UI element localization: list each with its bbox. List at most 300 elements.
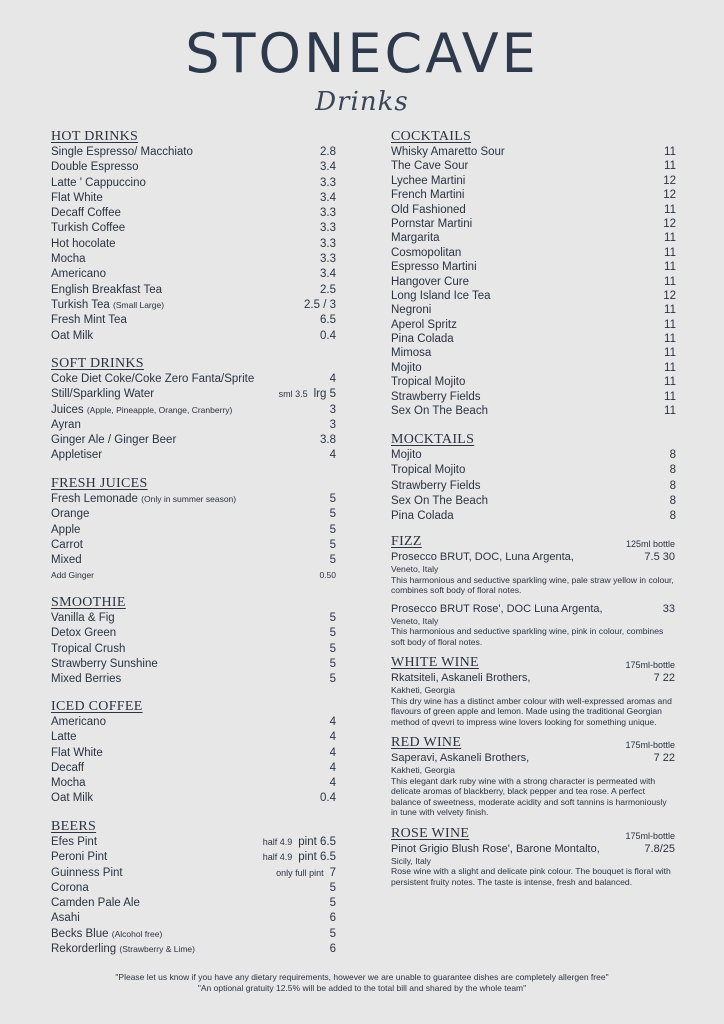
menu-item: [391, 203, 676, 217]
item-price: 3.4: [320, 161, 336, 174]
item-price-wrap: [664, 375, 676, 389]
section-heading: COCKTAILS: [391, 129, 472, 144]
item-name: Guinness Pint: [51, 866, 123, 879]
item-name: Negroni: [391, 304, 432, 317]
menu-item: [391, 463, 676, 478]
menu-item: [51, 387, 336, 402]
item-price: lrg 5: [313, 388, 336, 401]
item-name: Sex On The Beach: [391, 405, 488, 418]
item-name: Hot hocolate: [51, 237, 116, 250]
item-price: 6.5: [320, 314, 336, 327]
item-price: 11: [664, 275, 676, 288]
section-heading: BEERS: [51, 819, 97, 834]
item-price-wrap: [663, 174, 676, 188]
section-hot-drinks: [51, 129, 336, 344]
section-heading: MOCKTAILS: [391, 432, 475, 447]
item-name: Decaff Coffee: [51, 207, 121, 220]
menu-item: [51, 942, 336, 957]
item-price-wrap: [330, 553, 336, 568]
menu-item: [51, 746, 336, 761]
section-heading: HOT DRINKS: [51, 129, 139, 144]
item-name-wrap: [391, 275, 469, 289]
item-name: Juices: [51, 403, 84, 416]
item-name-wrap: [51, 176, 146, 191]
item-price: 8: [669, 510, 676, 523]
menu-item: [51, 206, 336, 221]
section-heading: SOFT DRINKS: [51, 356, 144, 371]
item-price-wrap: [330, 761, 336, 776]
item-price: 11: [664, 405, 676, 418]
item-name-wrap: [51, 761, 84, 776]
menu-item: [391, 494, 676, 509]
item-note: (Only in summer season): [141, 494, 237, 504]
wine-name-row: [391, 602, 675, 616]
item-name-wrap: [391, 260, 477, 274]
menu-item: [51, 538, 336, 553]
item-price-wrap: [320, 145, 336, 160]
wine-description: This harmonious and seductive sparkling wine, pale straw yellow in colour, combines soft body of floral notes.: [391, 574, 674, 595]
menu-item: [391, 448, 676, 463]
item-price: 11: [664, 376, 676, 389]
item-price-wrap: [276, 866, 336, 881]
item-price: 3.3: [320, 176, 336, 189]
menu-item: [391, 361, 676, 375]
item-name: Flat White: [51, 191, 103, 204]
item-price: 3: [329, 403, 336, 416]
item-price-wrap: [670, 463, 676, 478]
item-name: Strawberry Fields: [391, 390, 481, 403]
item-name: Mocha: [51, 253, 86, 266]
wine-origin: Veneto, Italy: [391, 564, 439, 574]
item-name-wrap: [51, 626, 116, 641]
item-price: 0.4: [320, 329, 336, 342]
wine-name: Rkatsiteli, Askaneli Brothers,: [391, 672, 531, 684]
wine-price: 7 22: [653, 672, 675, 684]
item-price-note: only full pint: [276, 867, 324, 878]
item-price: 5: [329, 538, 336, 551]
item-price: 5: [329, 881, 336, 894]
wine-description: This dry wine has a distinct amber colour with well-expressed aromas and flavours of green apple and lemon. Made using the traditional Georgian method of qvevri to impress wine lovers looking for something unique.: [391, 695, 672, 727]
menu-item: [391, 174, 676, 188]
wine-list: [391, 534, 675, 895]
item-price-wrap: [320, 176, 336, 191]
item-price-wrap: [664, 332, 676, 346]
wine-origin: Sicily, Italy: [391, 855, 431, 866]
item-name: Still/Sparkling Water: [51, 388, 155, 401]
item-price-wrap: [330, 730, 336, 745]
item-name-wrap: [51, 329, 93, 344]
item-price-wrap: [664, 159, 676, 173]
item-name-wrap: [51, 372, 254, 387]
item-name-wrap: [51, 387, 154, 402]
item-price-wrap: [320, 433, 336, 448]
item-name-wrap: [51, 507, 89, 522]
item-name: Americano: [51, 268, 106, 281]
item-name: Aperol Spritz: [391, 318, 457, 331]
item-name: Tropical Crush: [51, 642, 126, 655]
item-name-wrap: [391, 203, 466, 217]
item-name-wrap: [391, 159, 468, 173]
item-price: 3.3: [320, 207, 336, 220]
allergen-note: "Please let us know if you have any dietary requirements, however we are unable to guarantee dishes are completely allergen free": [115, 972, 609, 982]
item-price: 3.3: [320, 237, 336, 250]
menu-item: [51, 283, 336, 298]
item-name: Coke Diet Coke/Coke Zero Fanta/Sprite: [51, 373, 255, 385]
item-name: Efes Pint: [51, 836, 98, 848]
item-price: 2.5 / 3: [304, 298, 336, 311]
wine-price: 33: [662, 602, 675, 615]
item-name-wrap: [391, 217, 472, 231]
item-name-wrap: [391, 188, 465, 202]
menu-item: [51, 835, 336, 850]
item-name: French Martini: [391, 189, 465, 202]
wine-name-row: [391, 550, 675, 564]
item-price: 4: [329, 716, 336, 728]
item-price-wrap: [330, 927, 336, 942]
section-heading: ICED COFFEE: [51, 699, 143, 714]
item-price: 11: [664, 261, 676, 274]
item-price: 3: [329, 418, 336, 431]
item-name: Strawberry Sunshine: [51, 657, 158, 670]
item-price-wrap: [319, 568, 336, 583]
item-name-wrap: [51, 252, 86, 267]
item-name-wrap: [391, 303, 431, 317]
item-name-wrap: [51, 715, 106, 730]
item-name-wrap: [391, 332, 454, 346]
item-name-wrap: [51, 835, 97, 850]
item-price-wrap: [304, 298, 336, 313]
item-name: Asahi: [51, 912, 80, 925]
item-name: Mojito: [391, 361, 422, 374]
item-name-wrap: [51, 313, 127, 328]
item-price-wrap: [664, 260, 676, 274]
menu-item: [391, 159, 676, 173]
menu-item: [51, 642, 336, 657]
item-name-wrap: [391, 479, 480, 494]
item-price: 3.3: [320, 222, 336, 235]
item-name: Flat White: [51, 746, 103, 759]
item-name-wrap: [391, 448, 422, 463]
wine-name: Pinot Grigio Blush Rose', Barone Montalto,: [391, 842, 600, 855]
item-name-wrap: [391, 346, 431, 360]
item-price-wrap: [320, 237, 336, 252]
menu-item: [51, 252, 336, 267]
item-price-wrap: [330, 672, 336, 687]
item-price-wrap: [664, 346, 676, 360]
item-name-wrap: [51, 523, 80, 538]
menu-item: [391, 260, 676, 274]
section-iced-coffee: [51, 699, 336, 807]
item-name: Tropical Mojito: [391, 376, 466, 389]
item-price: 3.3: [320, 253, 336, 266]
item-name: The Cave Sour: [391, 160, 469, 173]
menu-item: [51, 896, 336, 911]
item-name-wrap: [51, 776, 86, 791]
menu-item: [51, 568, 336, 583]
item-name: Add Ginger: [51, 570, 94, 581]
item-price-wrap: [664, 246, 676, 260]
section-soft-drinks: [51, 356, 336, 464]
item-price-wrap: [670, 494, 676, 509]
menu-item: [51, 850, 336, 865]
menu-item: [51, 657, 336, 672]
item-name: Decaff: [51, 761, 85, 774]
item-name-wrap: [391, 246, 461, 260]
item-name: Double Espresso: [51, 161, 139, 174]
item-name: Single Espresso/ Macchiato: [51, 146, 193, 158]
item-price: 5: [329, 493, 336, 505]
item-name-wrap: [51, 746, 103, 761]
item-price: 8: [669, 449, 676, 461]
section-heading: WHITE WINE: [391, 655, 479, 670]
item-name-wrap: [51, 448, 102, 463]
item-name-wrap: [391, 318, 457, 332]
item-name: Vanilla & Fig: [51, 612, 115, 624]
item-name-wrap: [51, 791, 93, 806]
item-name-wrap: [391, 231, 440, 245]
item-name: Appletiser: [51, 449, 103, 462]
gratuity-note: "An optional gratuity 12.5% will be added to the total bill and shared by the whole team": [197, 983, 527, 993]
item-price: 11: [664, 361, 676, 374]
menu-item: [51, 507, 336, 522]
menu-item: [51, 372, 336, 387]
item-price-wrap: [664, 145, 676, 159]
menu-item: [391, 217, 676, 231]
item-name: Sex On The Beach: [391, 494, 488, 507]
menu-item: [51, 715, 336, 730]
item-name: Margarita: [391, 232, 440, 245]
wine-heading-row: [391, 735, 675, 751]
item-price-wrap: [320, 791, 336, 806]
item-name-wrap: [51, 298, 164, 313]
item-name: Turkish Coffee: [51, 222, 126, 235]
item-name-wrap: [391, 463, 465, 478]
item-price-wrap: [320, 267, 336, 282]
section-heading: FIZZ: [391, 534, 422, 549]
section-heading: ROSE WINE: [391, 825, 470, 841]
menu-item: [391, 188, 676, 202]
item-price: 2.5: [320, 283, 336, 296]
item-name-wrap: [51, 283, 162, 298]
item-name: Carrot: [51, 538, 83, 551]
menu-item: [51, 911, 336, 926]
item-name: Pina Colada: [391, 333, 454, 346]
item-price: 12: [663, 174, 676, 187]
menu-subtitle: Drinks: [315, 87, 409, 117]
item-name-wrap: [51, 642, 125, 657]
item-price-wrap: [330, 657, 336, 672]
item-name-wrap: [51, 492, 236, 507]
wine-section-rose-wine: [391, 826, 675, 888]
item-price-wrap: [663, 217, 676, 231]
item-note: (Alcohol free): [111, 928, 163, 939]
item-price-wrap: [330, 507, 336, 522]
item-price: 11: [664, 304, 676, 317]
item-name-wrap: [51, 206, 121, 221]
item-price-wrap: [330, 523, 336, 538]
item-name: English Breakfast Tea: [51, 283, 163, 296]
item-price-wrap: [320, 329, 336, 344]
item-note: (Small Large): [113, 299, 165, 310]
item-name-wrap: [51, 866, 123, 881]
item-price: 8: [669, 494, 676, 507]
item-price: 6: [329, 943, 336, 956]
item-price: 11: [664, 333, 676, 346]
wine-name: Prosecco BRUT Rose', DOC Luna Argenta,: [391, 602, 603, 615]
menu-item: [51, 418, 336, 433]
section-mocktails: [391, 432, 676, 524]
menu-item: [51, 866, 336, 881]
item-price-wrap: [279, 387, 336, 402]
item-price: 2.8: [320, 146, 336, 158]
menu-item: [51, 313, 336, 328]
item-price: 5: [329, 612, 336, 624]
wine-name-row: [391, 751, 675, 765]
wine-section-red-wine: [391, 735, 675, 818]
item-price-wrap: [320, 206, 336, 221]
item-price: 5: [329, 897, 336, 910]
item-price-wrap: [330, 626, 336, 641]
item-price-wrap: [664, 231, 676, 245]
wine-price: 7 22: [653, 752, 675, 764]
menu-item: [51, 611, 336, 626]
item-name: Rekorderling: [51, 943, 117, 956]
menu-item: [391, 231, 676, 245]
item-name: Mixed: [51, 554, 82, 567]
item-price: 3.4: [320, 268, 336, 281]
item-name-wrap: [51, 672, 121, 687]
wine-origin: Kakheti, Georgia: [391, 765, 456, 775]
item-price-wrap: [330, 538, 336, 553]
item-name-wrap: [51, 553, 82, 568]
item-price-wrap: [664, 390, 676, 404]
item-name: Camden Pale Ale: [51, 897, 140, 910]
item-name-wrap: [391, 390, 480, 404]
item-name: Turkish Tea: [51, 298, 110, 311]
item-name: Hangover Cure: [391, 275, 469, 288]
menu-item: [51, 433, 336, 448]
menu-item: [51, 881, 336, 896]
item-price-wrap: [330, 372, 336, 387]
item-name-wrap: [51, 568, 94, 583]
item-price: 11: [664, 347, 676, 360]
item-price: 3.4: [320, 191, 336, 204]
item-price-wrap: [664, 361, 676, 375]
menu-item: [51, 626, 336, 641]
menu-item: [51, 191, 336, 206]
menu-item: [391, 303, 676, 317]
item-price-wrap: [670, 509, 676, 524]
item-name: Ginger Ale / Ginger Beer: [51, 434, 177, 447]
menu-item: [391, 509, 676, 524]
item-name-wrap: [391, 289, 491, 303]
item-price-wrap: [330, 492, 336, 507]
item-price: 5: [329, 927, 336, 940]
item-name-wrap: [51, 881, 89, 896]
item-name: Tropical Mojito: [391, 464, 466, 477]
item-price: 11: [664, 160, 676, 173]
item-price-wrap: [263, 850, 336, 865]
item-price: 8: [669, 464, 676, 477]
menu-item: [391, 404, 676, 418]
item-name-wrap: [51, 927, 162, 942]
item-name-wrap: [51, 403, 232, 418]
item-price-wrap: [663, 289, 676, 303]
item-price: 3.8: [320, 434, 336, 447]
item-price: 11: [664, 232, 676, 245]
item-price: 5: [329, 554, 336, 567]
item-price: pint 6.5: [298, 851, 336, 864]
menu-item: [51, 403, 336, 418]
menu-item: [51, 492, 336, 507]
section-cocktails: [391, 129, 676, 418]
menu-item: [51, 176, 336, 191]
wine-description: This elegant dark ruby wine with a strong character is permeated with delicate aromas of blackberry, black pepper and tea rose. A perfect balance of sweetness, moderate acidity and soft tannins is harmoniously in tune with velvety finish.: [391, 775, 667, 817]
menu-item: [51, 791, 336, 806]
item-price: 0.4: [320, 792, 336, 805]
item-name-wrap: [51, 237, 116, 252]
menu-item: [51, 298, 336, 313]
menu-item: [391, 275, 676, 289]
item-price: 4: [329, 373, 336, 385]
item-price: 11: [664, 246, 676, 259]
item-price-wrap: [330, 448, 336, 463]
item-price-wrap: [664, 203, 676, 217]
item-price-wrap: [330, 715, 336, 730]
item-price-wrap: [664, 318, 676, 332]
wine-origin: Kakheti, Georgia: [391, 685, 456, 695]
item-name: Whisky Amaretto Sour: [391, 146, 505, 158]
item-name: Peroni Pint: [51, 851, 108, 864]
menu-item: [51, 523, 336, 538]
item-price-wrap: [320, 283, 336, 298]
item-name-wrap: [51, 433, 176, 448]
wine-heading-row: [391, 534, 675, 550]
section-heading: RED WINE: [391, 735, 462, 750]
item-name-wrap: [51, 850, 107, 865]
item-price: 11: [664, 390, 676, 403]
item-name: Pornstar Martini: [391, 217, 473, 230]
item-name: Americano: [51, 716, 106, 728]
item-price: 12: [663, 189, 676, 202]
item-name: Corona: [51, 881, 89, 894]
item-price-wrap: [320, 313, 336, 328]
menu-item: [51, 776, 336, 791]
menu-item: [51, 329, 336, 344]
wine-price: 7.5 30: [644, 551, 675, 563]
item-name: Oat Milk: [51, 329, 94, 342]
item-price: 11: [664, 318, 676, 331]
item-name: Apple: [51, 523, 81, 536]
item-name-wrap: [51, 418, 81, 433]
item-price: 4: [329, 746, 336, 759]
menu-item: [391, 479, 676, 494]
item-name: Strawberry Fields: [391, 479, 481, 492]
item-price: 4: [329, 761, 336, 774]
item-name-wrap: [51, 611, 115, 626]
item-name: Lychee Martini: [391, 174, 466, 187]
item-name: Latte: [51, 731, 77, 744]
wine-description: Rose wine with a slight and delicate pink colour. The bouquet is floral with persistent fruity notes. The taste is intense, fresh and balanced.: [391, 866, 671, 887]
item-price-wrap: [330, 611, 336, 626]
item-name: Fresh Lemonade: [51, 493, 138, 505]
section-fresh-juices: [51, 476, 336, 584]
item-price: 5: [329, 508, 336, 521]
item-name: Becks Blue: [51, 927, 109, 940]
section-heading: FRESH JUICES: [51, 476, 148, 491]
serving-size: 175ml-bottle: [625, 660, 675, 670]
item-price: 0.50: [319, 570, 336, 581]
